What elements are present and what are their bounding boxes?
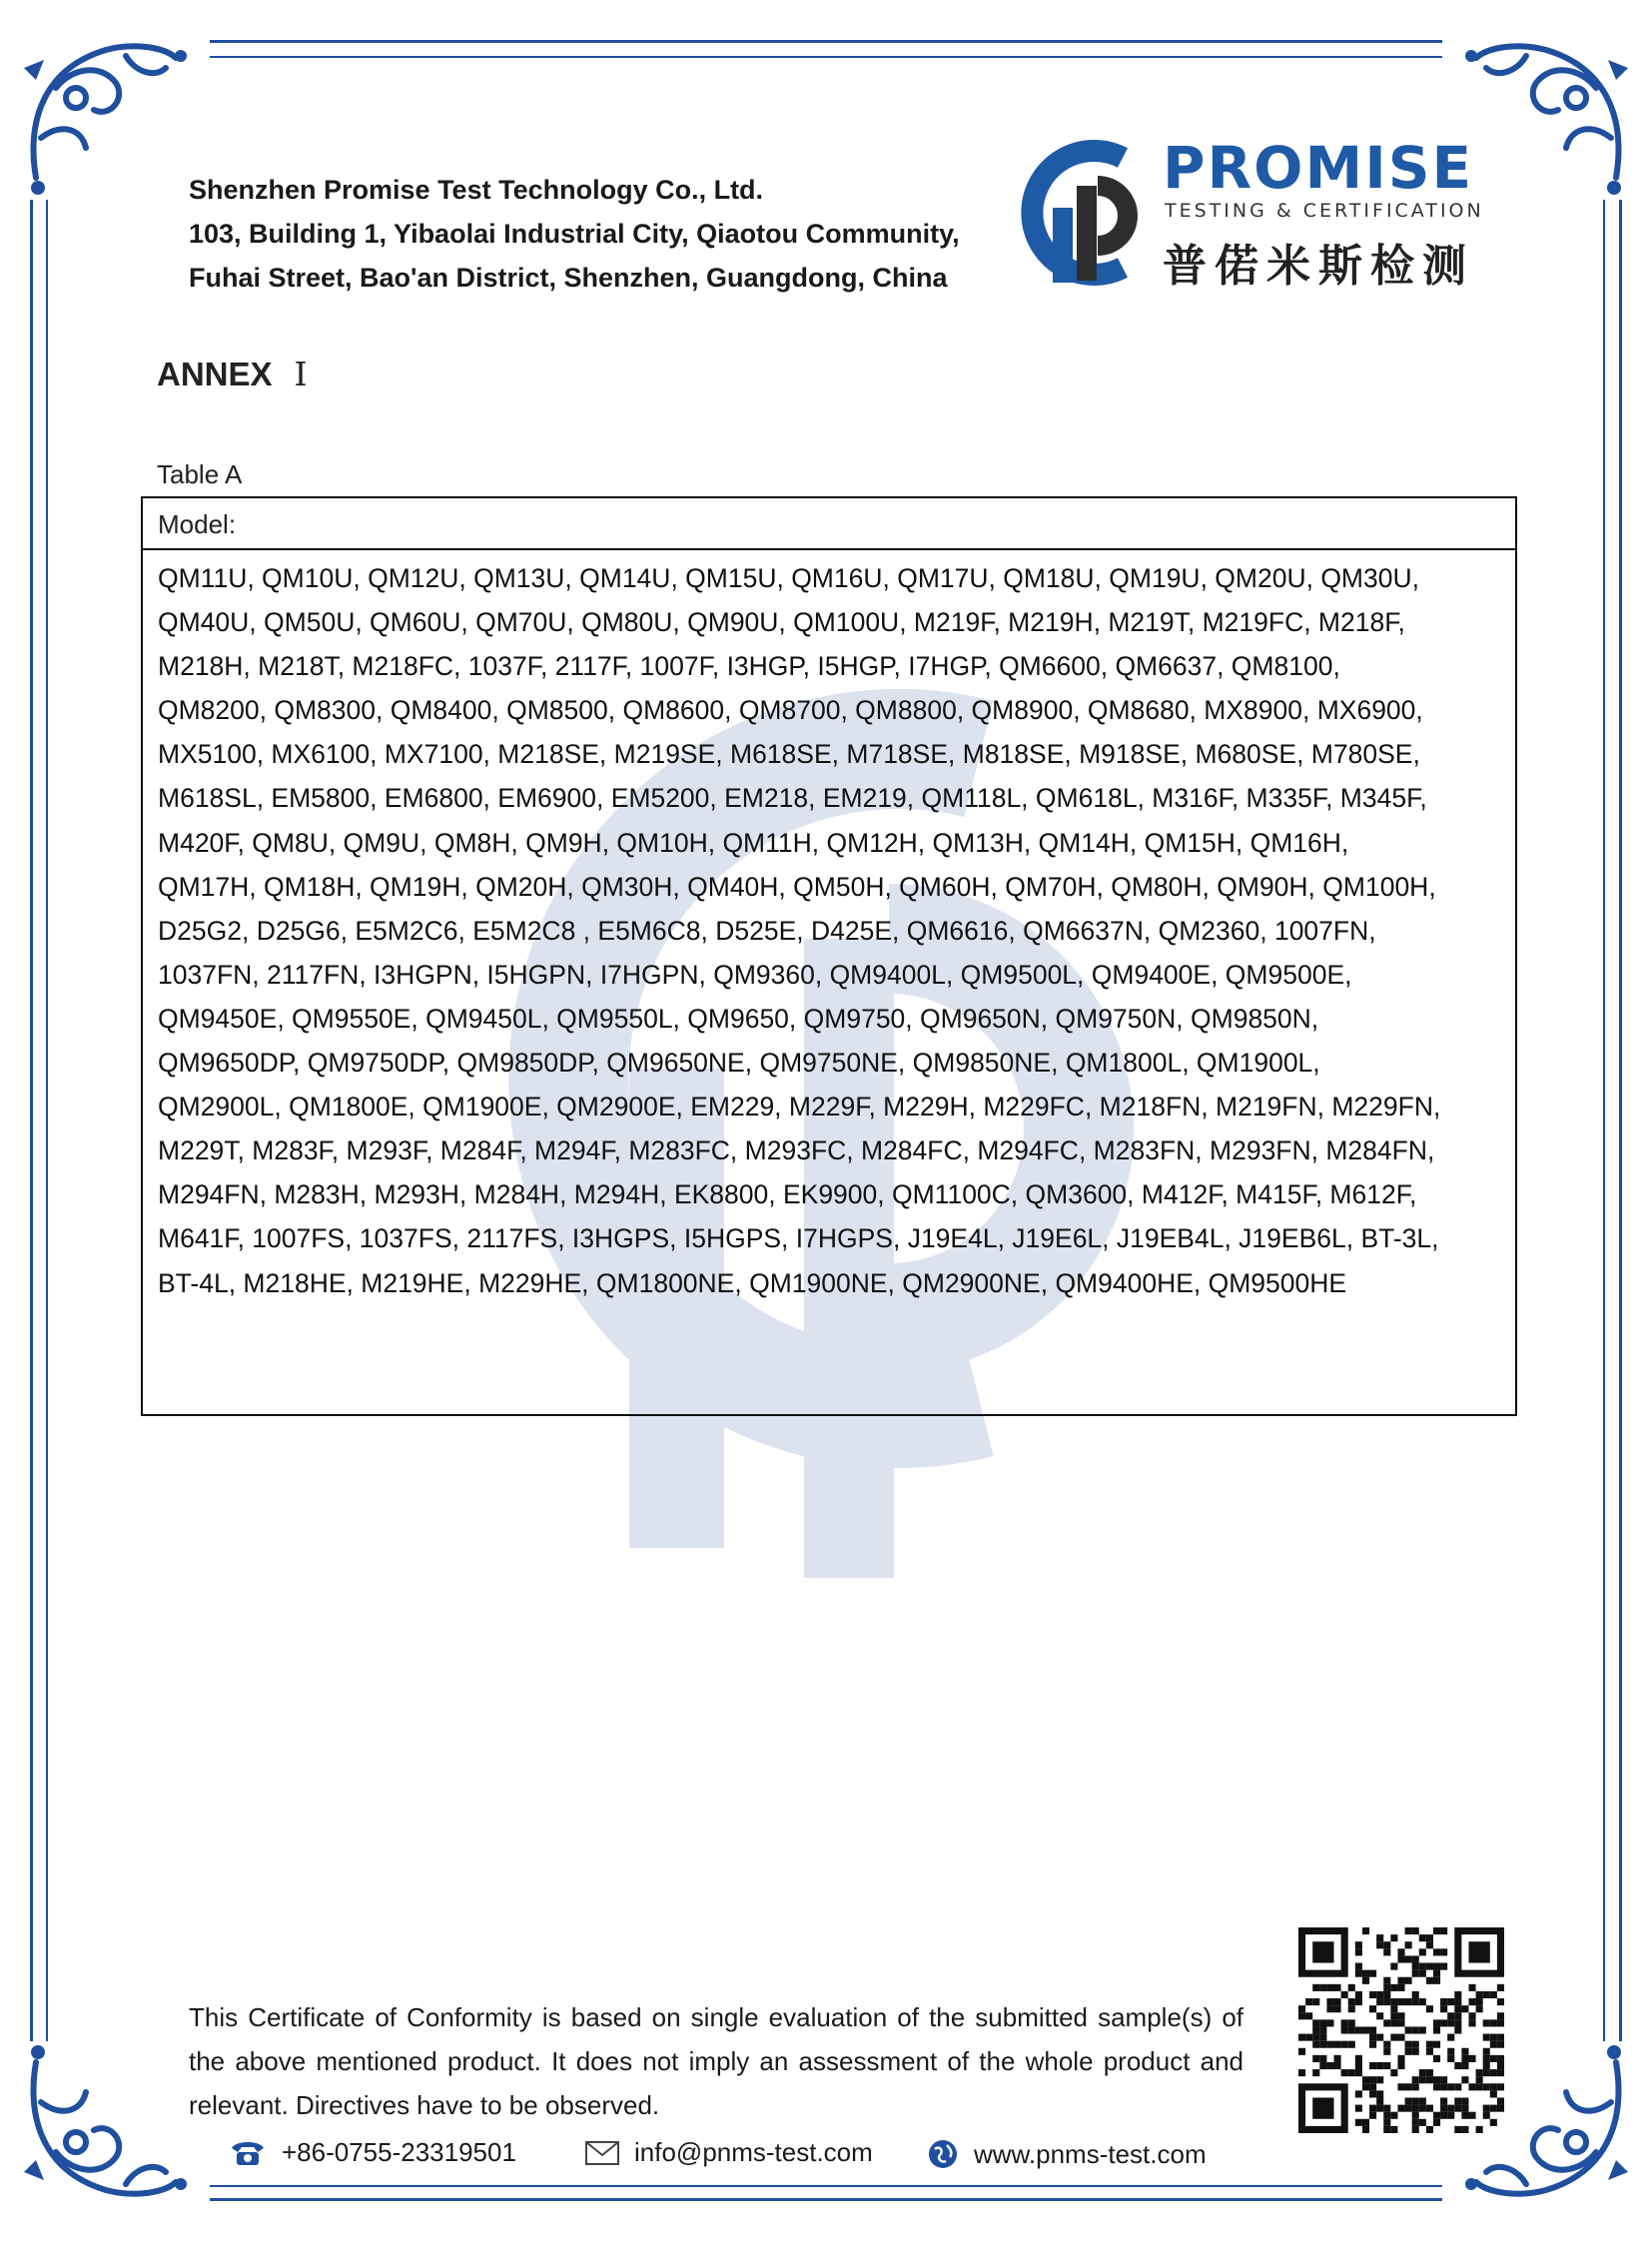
frame-bottom-line	[210, 2198, 1442, 2201]
model-table	[141, 496, 1517, 1416]
model-list-line: M229T, M283F, M293F, M284F, M294F, M283FC, M293FC, M284FC, M294FC, M283FN, M293FN, M284FN,	[158, 1135, 1435, 1166]
envelope-icon	[584, 2140, 620, 2166]
company-address	[189, 168, 960, 300]
frame-bottom-line-inner	[210, 2185, 1442, 2187]
model-table-header: Model:	[143, 498, 1515, 550]
model-list-line: QM9450E, QM9550E, QM9450L, QM9550L, QM9650, QM9750, QM9650N, QM9750N, QM9850N,	[158, 1003, 1319, 1034]
company-address-line-1: 103, Building 1, Yibaolai Industrial City, Qiaotou Community,	[189, 219, 960, 249]
frame-right-line	[1619, 200, 1622, 2041]
model-list-line: D25G2, D25G6, E5M2C6, E5M2C8 , E5M6C8, D525E, D425E, QM6616, QM6637N, QM2360, 1007FN,	[158, 915, 1376, 946]
certificate-note: This Certificate of Conformity is based on single evaluation of the submitted sample(s) of the above mentioned product. It does not imply an assessment of the whole product and relevant. Directives have to be observed.	[189, 2002, 1243, 2120]
telephone-icon	[228, 2138, 268, 2168]
email-link[interactable]: info@pnms-test.com	[634, 2137, 873, 2167]
model-list-line: BT-4L, M218HE, M219HE, M229HE, QM1800NE, QM1900NE, QM2900NE, QM9400HE, QM9500HE	[158, 1267, 1347, 1298]
logo-tagline: TESTING & CERTIFICATION	[1165, 200, 1484, 222]
annex-numeral: Ⅰ	[294, 355, 308, 393]
frame-top-line	[210, 40, 1442, 43]
globe-icon	[926, 2137, 960, 2171]
corner-ornament-icon	[1461, 28, 1636, 203]
model-list-line: M218H, M218T, M218FC, 1037F, 2117F, 1007F, I3HGP, I5HGP, I7HGP, QM6600, QM6637, QM8100,	[158, 651, 1340, 682]
model-list-line: M641F, 1007FS, 1037FS, 2117FS, I3HGPS, I5HGPS, I7HGPS, J19E4L, J19E6L, J19EB4L, J19EB6L, BT-3L,	[158, 1223, 1439, 1254]
frame-right-line-inner	[1603, 200, 1605, 2041]
model-list-line: 1037FN, 2117FN, I3HGPN, I5HGPN, I7HGPN, QM9360, QM9400L, QM9500L, QM9400E, QM9500E,	[158, 959, 1352, 990]
model-list-line: QM40U, QM50U, QM60U, QM70U, QM80U, QM90U, QM100U, M219F, M219H, M219T, M219FC, M218F,	[158, 607, 1405, 638]
model-list-line: QM17H, QM18H, QM19H, QM20H, QM30H, QM40H, QM50H, QM60H, QM70H, QM80H, QM90H, QM100H,	[158, 871, 1436, 902]
promise-p-logo-icon	[1013, 138, 1153, 288]
corner-ornament-icon	[16, 2037, 191, 2212]
model-list-line: QM11U, QM10U, QM12U, QM13U, QM14U, QM15U, QM16U, QM17U, QM18U, QM19U, QM20U, QM30U,	[158, 563, 1419, 593]
model-list-line: QM9650DP, QM9750DP, QM9850DP, QM9650NE, QM9750NE, QM9850NE, QM1800L, QM1900L,	[158, 1048, 1320, 1079]
annex-title	[157, 355, 308, 393]
annex-label: ANNEX	[157, 356, 273, 392]
contact-email	[584, 2137, 873, 2168]
frame-left-line-inner	[46, 200, 48, 2041]
contact-website	[926, 2137, 1207, 2171]
frame-top-line-inner	[210, 56, 1442, 58]
model-list-line: M420F, QM8U, QM9U, QM8H, QM9H, QM10H, QM11H, QM12H, QM13H, QM14H, QM15H, QM16H,	[158, 827, 1349, 858]
model-list-line: M618SL, EM5800, EM6800, EM6900, EM5200, EM218, EM219, QM118L, QM618L, M316F, M335F, M345F,	[158, 783, 1427, 814]
qr-code-icon	[1298, 1927, 1504, 2133]
company-logo	[1013, 130, 1484, 292]
corner-ornament-icon	[16, 28, 191, 203]
model-list-line: QM2900L, QM1800E, QM1900E, QM2900E, EM229, M229F, M229H, M229FC, M218FN, M219FN, M229FN,	[158, 1092, 1441, 1122]
company-address-line-2: Fuhai Street, Bao'an District, Shenzhen, Guangdong, China	[189, 263, 948, 293]
logo-chinese-name: 普偌米斯检测	[1163, 241, 1474, 292]
model-list	[143, 550, 1515, 1305]
table-caption: Table A	[157, 459, 243, 489]
phone-number: +86-0755-23319501	[282, 2137, 516, 2167]
company-name: Shenzhen Promise Test Technology Co., Ltd.	[189, 175, 764, 205]
model-list-line: MX5100, MX6100, MX7100, M218SE, M219SE, M618SE, M718SE, M818SE, M918SE, M680SE, M780SE,	[158, 739, 1420, 770]
logo-wordmark: PROMISE	[1163, 134, 1474, 202]
frame-left-line	[30, 200, 33, 2041]
website-link[interactable]: www.pnms-test.com	[974, 2138, 1207, 2169]
contact-phone	[228, 2137, 516, 2168]
model-list-line: M294FN, M283H, M293H, M284H, M294H, EK8800, EK9900, QM1100C, QM3600, M412F, M415F, M612F,	[158, 1179, 1417, 1210]
model-list-line: QM8200, QM8300, QM8400, QM8500, QM8600, QM8700, QM8800, QM8900, QM8680, MX8900, MX6900,	[158, 695, 1423, 726]
